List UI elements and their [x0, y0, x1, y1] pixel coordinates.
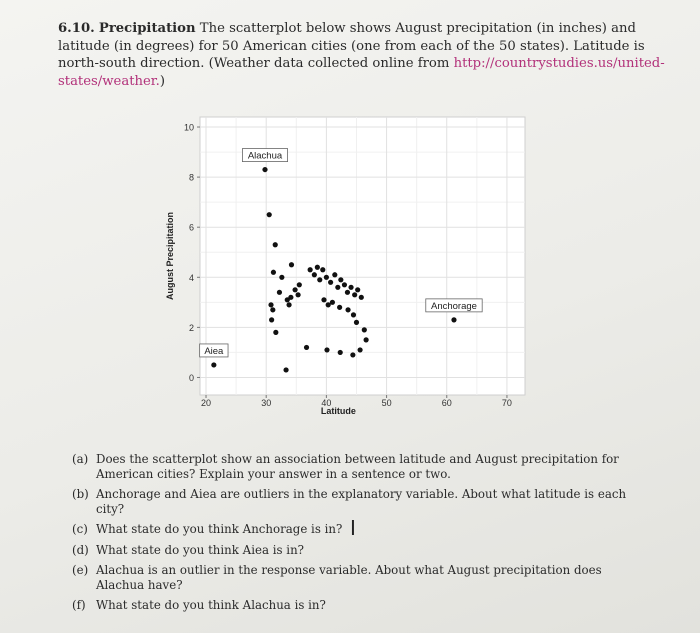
- x-tick-label: 40: [321, 398, 332, 408]
- data-point: [332, 272, 337, 277]
- data-point: [350, 352, 355, 357]
- question-item: [72, 563, 632, 592]
- y-tick-label: 0: [188, 372, 194, 383]
- outlier-point: [451, 317, 456, 322]
- y-tick-label: 10: [183, 122, 194, 133]
- x-axis-label: Latitude: [320, 406, 356, 416]
- data-point: [324, 347, 329, 352]
- data-point: [271, 270, 276, 275]
- data-point: [273, 242, 278, 247]
- data-point: [345, 290, 350, 295]
- question-letter: (f): [72, 598, 86, 612]
- x-tick-label: 60: [441, 398, 452, 408]
- data-point: [338, 350, 343, 355]
- data-point: [324, 275, 329, 280]
- data-point: [297, 282, 302, 287]
- data-point: [351, 312, 356, 317]
- data-point: [348, 285, 353, 290]
- data-point: [359, 295, 364, 300]
- question-letter: (c): [72, 522, 88, 536]
- data-point: [270, 307, 275, 312]
- x-tick-label: 20: [201, 398, 212, 408]
- data-point: [286, 302, 291, 307]
- problem-heading: Precipitation: [98, 21, 196, 36]
- question-text: What state do you think Alachua is in?: [96, 598, 326, 612]
- data-point: [277, 290, 282, 295]
- question-item: [72, 598, 632, 613]
- data-point: [312, 272, 317, 277]
- y-tick-label: 8: [188, 172, 194, 183]
- question-letter: (e): [72, 563, 89, 577]
- data-point: [279, 275, 284, 280]
- data-point: [269, 317, 274, 322]
- question-item: [72, 487, 632, 516]
- x-tick-label: 70: [501, 398, 512, 408]
- y-tick-label: 4: [188, 272, 194, 283]
- data-point: [267, 212, 272, 217]
- question-letter: (d): [72, 542, 89, 557]
- question-text: Does the scatterplot show an association between latitude and August precipitation for American cities? Explain your answer in a sentence or two.: [96, 452, 619, 481]
- problem-text: The scatterplot below shows August precipitation (in inches) and latitude (in degrees) for 50 American cities (one from each of the 50 states). Latitude is north-south direction. (Weather data collected online from: [58, 21, 645, 71]
- data-point: [296, 292, 301, 297]
- data-point: [362, 327, 367, 332]
- question-item: [72, 452, 632, 481]
- outlier-point: [262, 167, 267, 172]
- data-point: [308, 267, 313, 272]
- point-label: Aiea: [204, 345, 224, 357]
- question-item: [72, 543, 632, 558]
- data-point: [321, 297, 326, 302]
- data-point: [342, 282, 347, 287]
- outlier-point: [211, 362, 216, 367]
- point-label: Alachua: [247, 150, 283, 162]
- data-point: [268, 302, 273, 307]
- data-point: [337, 305, 342, 310]
- data-point: [288, 295, 293, 300]
- y-axis-label: August Precipitation: [165, 211, 175, 301]
- data-point: [345, 307, 350, 312]
- question-text: What state do you think Aiea is in?: [96, 542, 305, 557]
- question-text: What state do you think Anchorage is in?: [96, 522, 343, 536]
- question-letter: (a): [72, 452, 89, 466]
- data-point: [330, 300, 335, 305]
- data-point: [304, 345, 309, 350]
- y-tick-label: 2: [188, 322, 194, 333]
- data-point: [289, 262, 294, 267]
- data-point: [317, 277, 322, 282]
- problem-text-end: ): [159, 73, 165, 89]
- x-tick-label: 30: [261, 398, 272, 408]
- question-text: Alachua is an outlier in the response variable. About what August precipitation does Alachua have?: [96, 563, 602, 592]
- data-point: [320, 267, 325, 272]
- point-label: Anchorage: [431, 300, 477, 312]
- data-point: [364, 337, 369, 342]
- data-point: [315, 265, 320, 270]
- text-cursor-icon: I: [350, 516, 356, 540]
- data-point: [273, 330, 278, 335]
- data-point: [328, 280, 333, 285]
- source-link[interactable]: http://countrystudies.us/united-states/weather.: [58, 56, 665, 89]
- data-point: [292, 287, 297, 292]
- problem-number: 6.10.: [58, 21, 95, 36]
- y-tick-label: 6: [188, 222, 194, 233]
- data-point: [352, 292, 357, 297]
- question-text: Anchorage and Aiea are outliers in the explanatory variable. About what latitude is each city?: [96, 487, 627, 516]
- data-point: [354, 320, 359, 325]
- data-point: [335, 285, 340, 290]
- question-letter: (b): [72, 487, 89, 501]
- x-tick-label: 50: [381, 398, 392, 408]
- data-point: [355, 287, 360, 292]
- data-point: [357, 347, 362, 352]
- data-point: [338, 277, 343, 282]
- data-point: [283, 367, 288, 372]
